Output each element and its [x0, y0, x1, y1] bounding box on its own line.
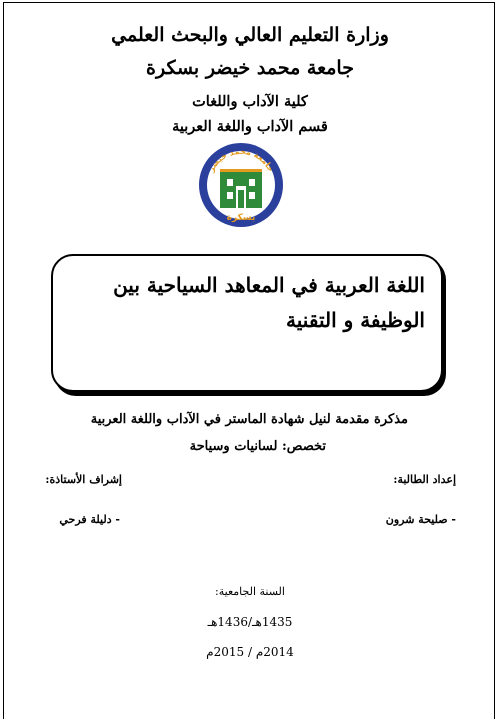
logo-building-icon: [220, 169, 262, 208]
ministry-heading: وزارة التعليم العالي والبحث العلمي: [111, 24, 389, 46]
academic-year-label: السنة الجامعية:: [215, 585, 285, 598]
logo-arc-text: جامعة محمد خيضر: [206, 146, 276, 174]
faculty-heading: كلية الآداب واللغات: [192, 93, 308, 110]
academic-year-hijri: 1435هـ/1436هـ: [207, 615, 293, 629]
university-logo: [196, 140, 286, 230]
university-heading: جامعة محمد خيضر بسكرة: [146, 57, 354, 79]
thesis-title: اللغة العربية في المعاهد السياحية بين الوظيفة و التقنية: [113, 273, 425, 332]
student-name: - صليحة شرون: [385, 513, 456, 526]
logo-bottom-text: بسكرة: [226, 213, 256, 223]
supervisor-name: - دليلة فرحي: [59, 513, 120, 526]
memo-description: مذكرة مقدمة لنيل شهادة الماستر في الآداب واللغة العربية: [90, 412, 408, 427]
title-box: [51, 254, 443, 392]
supervisor-label: إشراف الأستاذة:: [45, 473, 122, 486]
specialization: تخصص: لسانيات وسياحة: [189, 439, 326, 454]
department-heading: قسم الآداب واللغة العربية: [172, 118, 328, 135]
student-label: إعداد الطالبة:: [393, 473, 456, 486]
academic-year-gregorian: 2014م / 2015م: [206, 645, 294, 659]
